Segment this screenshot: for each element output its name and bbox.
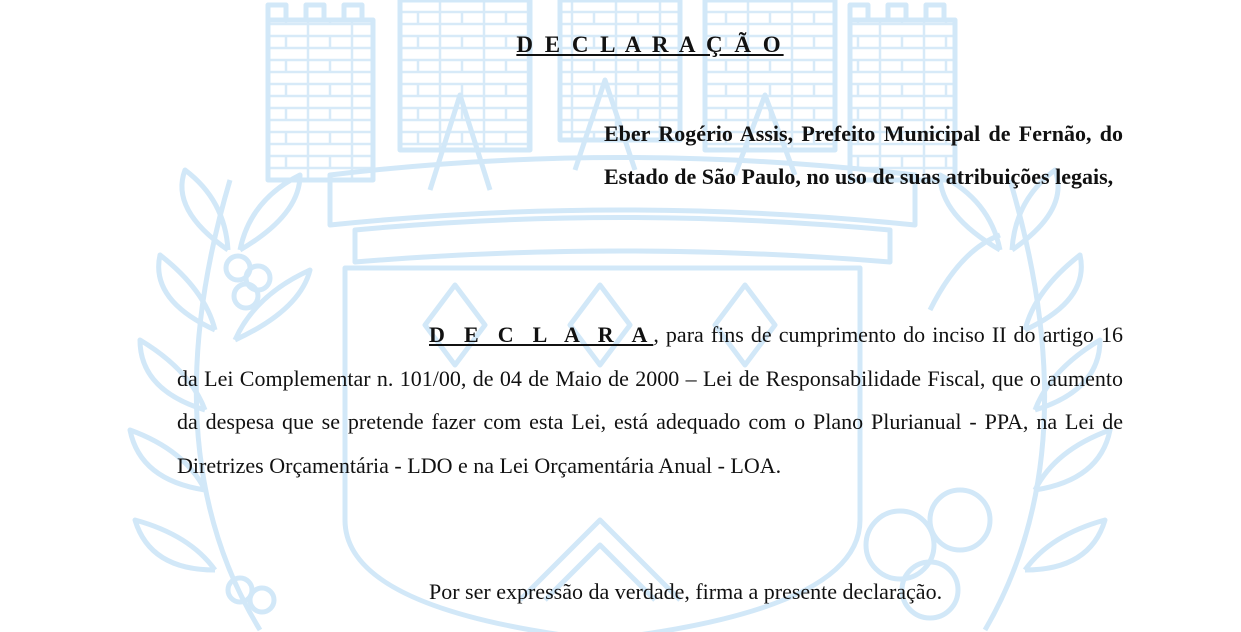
declaration-text: , para fins de cumprimento do inciso II do artigo 16 da Lei Complementar n. 101/00, de 04 de Maio de 2000 – Lei de Responsabilidade Fiscal, que o aumento da despesa que se pretende fazer com esta Lei, está adequado com o Plano Plurianual - PPA, na Lei de Diretrizes Orçamentária - LDO e na Lei Orçamentária Anual - LOA.: [177, 322, 1123, 478]
intro-paragraph: Eber Rogério Assis, Prefeito Municipal de Fernão, do Estado de São Paulo, no uso de suas atribuições legais,: [604, 121, 1123, 189]
declara-keyword: D E C L A R A: [429, 322, 654, 347]
closing-sentence: Por ser expressão da verdade, firma a presente declaração.: [429, 579, 943, 604]
document-title: D E C L A R A Ç Ã O: [516, 32, 784, 57]
declaration-paragraph: [177, 313, 1123, 487]
